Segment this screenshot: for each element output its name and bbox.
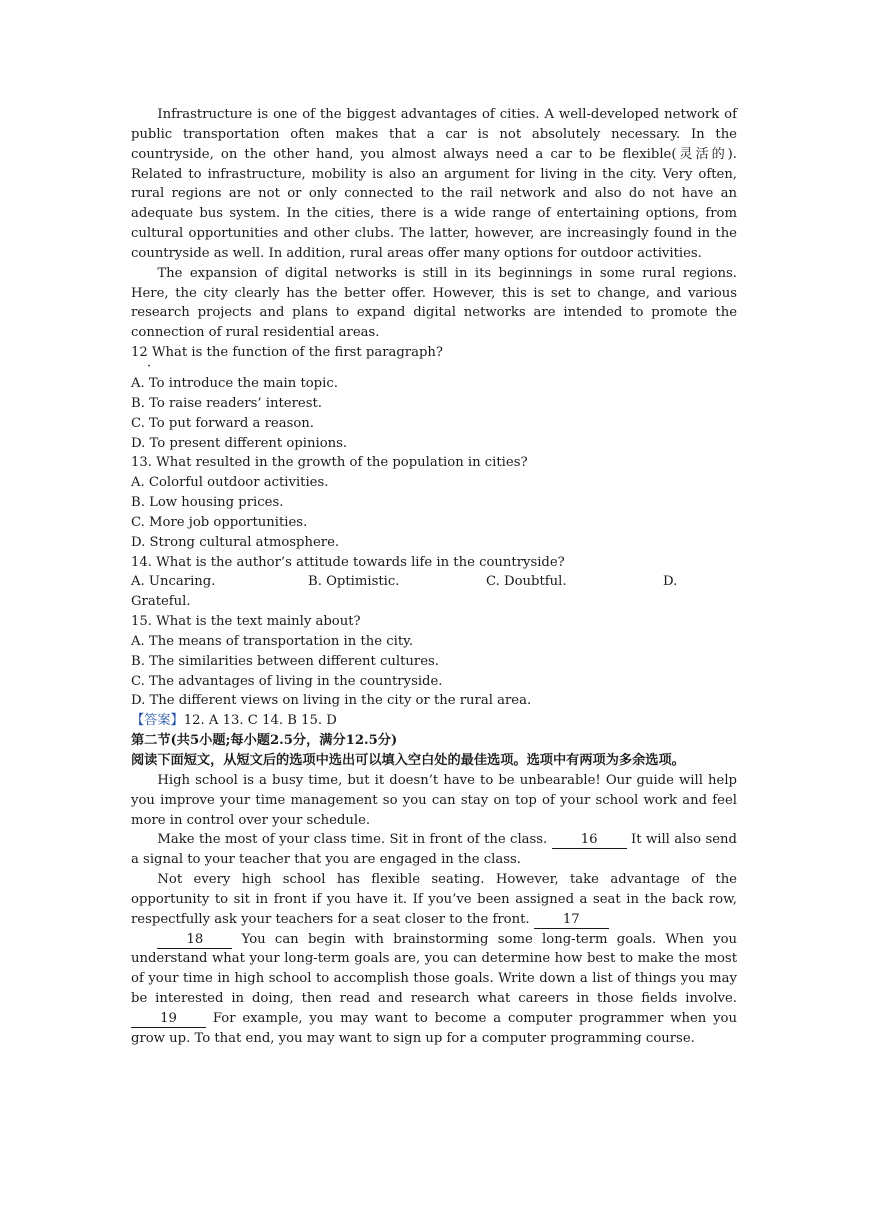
question-13-option-b: B. Low housing prices. bbox=[131, 495, 284, 511]
question-12 bbox=[131, 343, 737, 453]
passage-2-p4-end: For example, you may want to become a computer programmer when you grow up. To that end, you may want to sign up for a computer programming course. bbox=[131, 1010, 737, 1046]
question-14-options-row bbox=[131, 572, 737, 592]
question-14-option-d-text: Grateful. bbox=[131, 594, 191, 610]
question-14-option-c: C. Doubtful. bbox=[486, 574, 567, 590]
question-13-option-c: C. More job opportunities. bbox=[131, 514, 308, 530]
section-2-instruction: 阅读下面短文，从短文后的选项中选出可以填入空白处的最佳选项。选项中有两项为多余选项。 bbox=[131, 753, 685, 768]
question-12-option-b: B. To raise readers’ interest. bbox=[131, 395, 322, 411]
document-page bbox=[131, 105, 737, 1049]
question-15-option-c: C. The advantages of living in the countryside. bbox=[131, 673, 443, 689]
passage-2-p2-before: Make the most of your class time. Sit in front of the class. bbox=[157, 832, 552, 848]
question-14 bbox=[131, 553, 737, 613]
stray-dot: · bbox=[147, 358, 152, 374]
paragraph-1: Infrastructure is one of the biggest advantages of cities. A well-developed network of public transportation often makes that a car is not absolutely necessary. In the countryside, on the other hand, you almost always need a car to be flexible(灵活的). Related to infrastructure, mobility is also an argument for living in the city. Very often, rural regions are not or only connected to the rail network and also do not have an adequate bus system. In the cities, there is a wide range of entertaining options, from cultural opportunities and other clubs. The latter, however, are increasingly found in the countryside as well. In addition, rural areas offer many options for outdoor activities. bbox=[131, 107, 737, 261]
question-14-stem: 14. What is the author’s attitude towards life in the countryside? bbox=[131, 554, 565, 570]
question-14-option-b: B. Optimistic. bbox=[308, 574, 400, 590]
question-15-option-d: D. The different views on living in the city or the rural area. bbox=[131, 693, 532, 709]
paragraph-2: The expansion of digital networks is still in its beginnings in some rural regions. Here, the city clearly has the better offer. However, this is set to change, and various research projects and plans to expand digital networks are intended to promote the connection of rural residential areas. bbox=[131, 265, 737, 341]
passage-2-p4-after: You can begin with brainstorming some long-term goals. When you understand what your long-term goals are, you can determine how best to make the most of your time in high school to accomplish those goals. Write down a list of things you may be interested in doing, then read and research what careers in those fields involve. bbox=[131, 931, 737, 1007]
passage-2-p3-before: Not every high school has flexible seating. However, take advantage of the opportunity to sit in front if you have it. If you’ve been assigned a seat in the back row, respectfully ask your teachers for a seat closer to the front. bbox=[131, 872, 737, 927]
question-13-option-a: A. Colorful outdoor activities. bbox=[131, 475, 329, 491]
answer-label: 【答案】 bbox=[131, 713, 184, 729]
question-13-stem: 13. What resulted in the growth of the population in cities? bbox=[131, 455, 528, 471]
section-2-heading: 第二节(共5小题;每小题2.5分，满分12.5分) bbox=[131, 733, 398, 749]
answer-key bbox=[131, 711, 737, 731]
question-12-option-c: C. To put forward a reason. bbox=[131, 415, 314, 431]
question-15 bbox=[131, 612, 737, 711]
question-15-option-a: A. The means of transportation in the city. bbox=[131, 633, 414, 649]
question-12-option-a: A. To introduce the main topic. bbox=[131, 375, 338, 391]
question-14-option-d: D. bbox=[663, 574, 678, 590]
question-15-option-b: B. The similarities between different cultures. bbox=[131, 653, 439, 669]
question-12-stem: 12 What is the function of the first paragraph? bbox=[131, 345, 443, 361]
passage-2-p2-after: It will also send a signal to your teacher that you are engaged in the class. bbox=[131, 832, 737, 868]
question-14-option-a: A. Uncaring. bbox=[131, 574, 216, 590]
blank-18: 18 bbox=[157, 932, 232, 949]
question-13-option-d: D. Strong cultural atmosphere. bbox=[131, 534, 340, 550]
passage-2-paragraph-3 bbox=[131, 870, 737, 930]
passage-2-paragraph-1: High school is a busy time, but it doesn’t have to be unbearable! Our guide will help you improve your time management so you can stay on top of your school work and feel more in control over your schedule. bbox=[131, 772, 737, 828]
passage-2-paragraph-4 bbox=[131, 930, 737, 1049]
blank-16: 16 bbox=[552, 832, 627, 849]
question-15-stem: 15. What is the text mainly about? bbox=[131, 614, 361, 630]
blank-17: 17 bbox=[534, 912, 609, 929]
blank-19: 19 bbox=[131, 1011, 206, 1028]
passage-2-paragraph-2 bbox=[131, 830, 737, 870]
question-12-option-d: D. To present different opinions. bbox=[131, 435, 348, 451]
question-13 bbox=[131, 453, 737, 552]
answer-text: 12. A 13. C 14. B 15. D bbox=[183, 713, 337, 729]
